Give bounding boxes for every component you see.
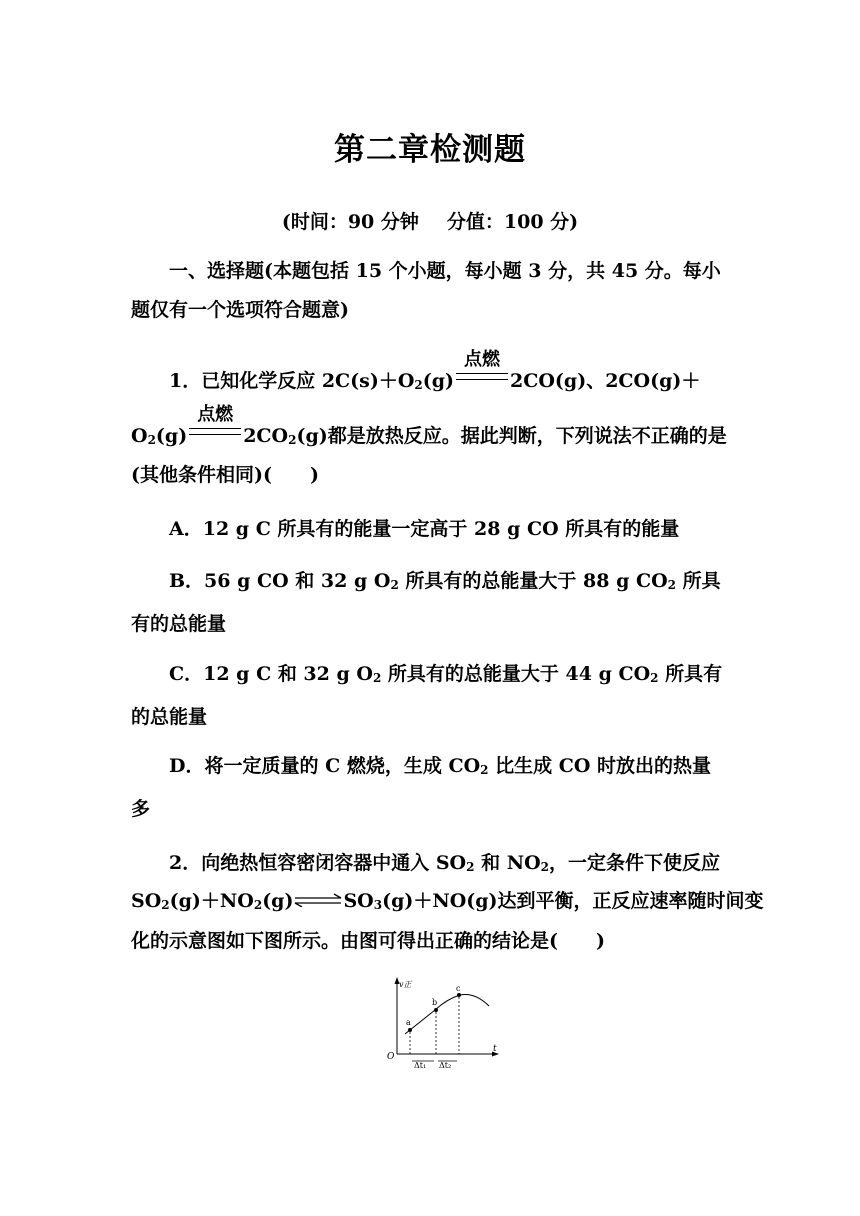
section-heading bbox=[131, 252, 729, 330]
reversible-arrow-icon bbox=[293, 893, 343, 907]
interval-label-2: Δt₂ bbox=[439, 1061, 452, 1070]
point-label-b: b bbox=[432, 998, 438, 1007]
point-c bbox=[457, 993, 461, 997]
point-b bbox=[434, 1008, 438, 1012]
time-info: (时间：90 分钟 bbox=[281, 211, 419, 233]
q2-line2: $SO_2(g)+NO_2(g)$ $SO_3(g)+NO(g)$达到平衡，正反应速率随时间变 bbox=[131, 890, 764, 912]
exam-meta bbox=[0, 207, 860, 234]
section-label: 一、选择题 bbox=[169, 260, 265, 282]
q1-option-b: B．56 g CO 和 32 g $O_2$ 所具有的总能量大于 88 g $CO_2$ 所具有的总能量 bbox=[131, 570, 721, 635]
q2-line3: 化的示意图如下图所示。由图可得出正确的结论是( ) bbox=[131, 930, 605, 952]
q1-line3: (其他条件相同)( ) bbox=[131, 464, 319, 486]
q1-option-d: D．将一定质量的 C 燃烧，生成 $CO_2$ 比生成 CO 时放出的热量多 bbox=[131, 755, 712, 820]
interval-label-1: Δt₁ bbox=[414, 1061, 427, 1070]
q1-line1: 1．已知化学反应 $2C(s)+O_2(g)$ 点燃 2CO(g)、2CO(g)＋ bbox=[169, 349, 701, 392]
y-axis-label: v正 bbox=[399, 980, 412, 989]
page-title: 第二章检测题 bbox=[334, 132, 526, 168]
origin-label: O bbox=[387, 1052, 395, 1062]
score-info: 分值：100 分) bbox=[446, 211, 579, 233]
q1-line2: $O_2(g)$ 点燃 $2CO_2(g)$都是放热反应。据此判断，下列说法不正确的是 bbox=[131, 404, 727, 447]
q2-line1: 2．向绝热恒容密闭容器中通入 $SO_2$ 和 $NO_2$，一定条件下使反应 bbox=[169, 852, 720, 874]
point-a bbox=[408, 1028, 412, 1032]
rate-time-graph bbox=[385, 975, 505, 1070]
point-label-c: c bbox=[456, 984, 461, 993]
x-axis-label: t bbox=[493, 1044, 497, 1054]
reaction-condition: 点燃 bbox=[187, 422, 243, 442]
section-desc: (本题包括 15 个小题，每小题 3 分，共 45 分。每小题仅有一个选项符合题意) bbox=[131, 260, 721, 321]
q1-option-a: A．12 g C 所具有的能量一定高于 28 g CO 所具有的能量 bbox=[169, 518, 680, 540]
rate-curve bbox=[405, 994, 489, 1034]
point-label-a: a bbox=[406, 1018, 411, 1027]
q1-option-c: C．12 g C 和 32 g $O_2$ 所具有的总能量大于 44 g $CO_2$ 所具有的总能量 bbox=[131, 663, 723, 728]
reaction-condition: 点燃 bbox=[454, 367, 510, 387]
